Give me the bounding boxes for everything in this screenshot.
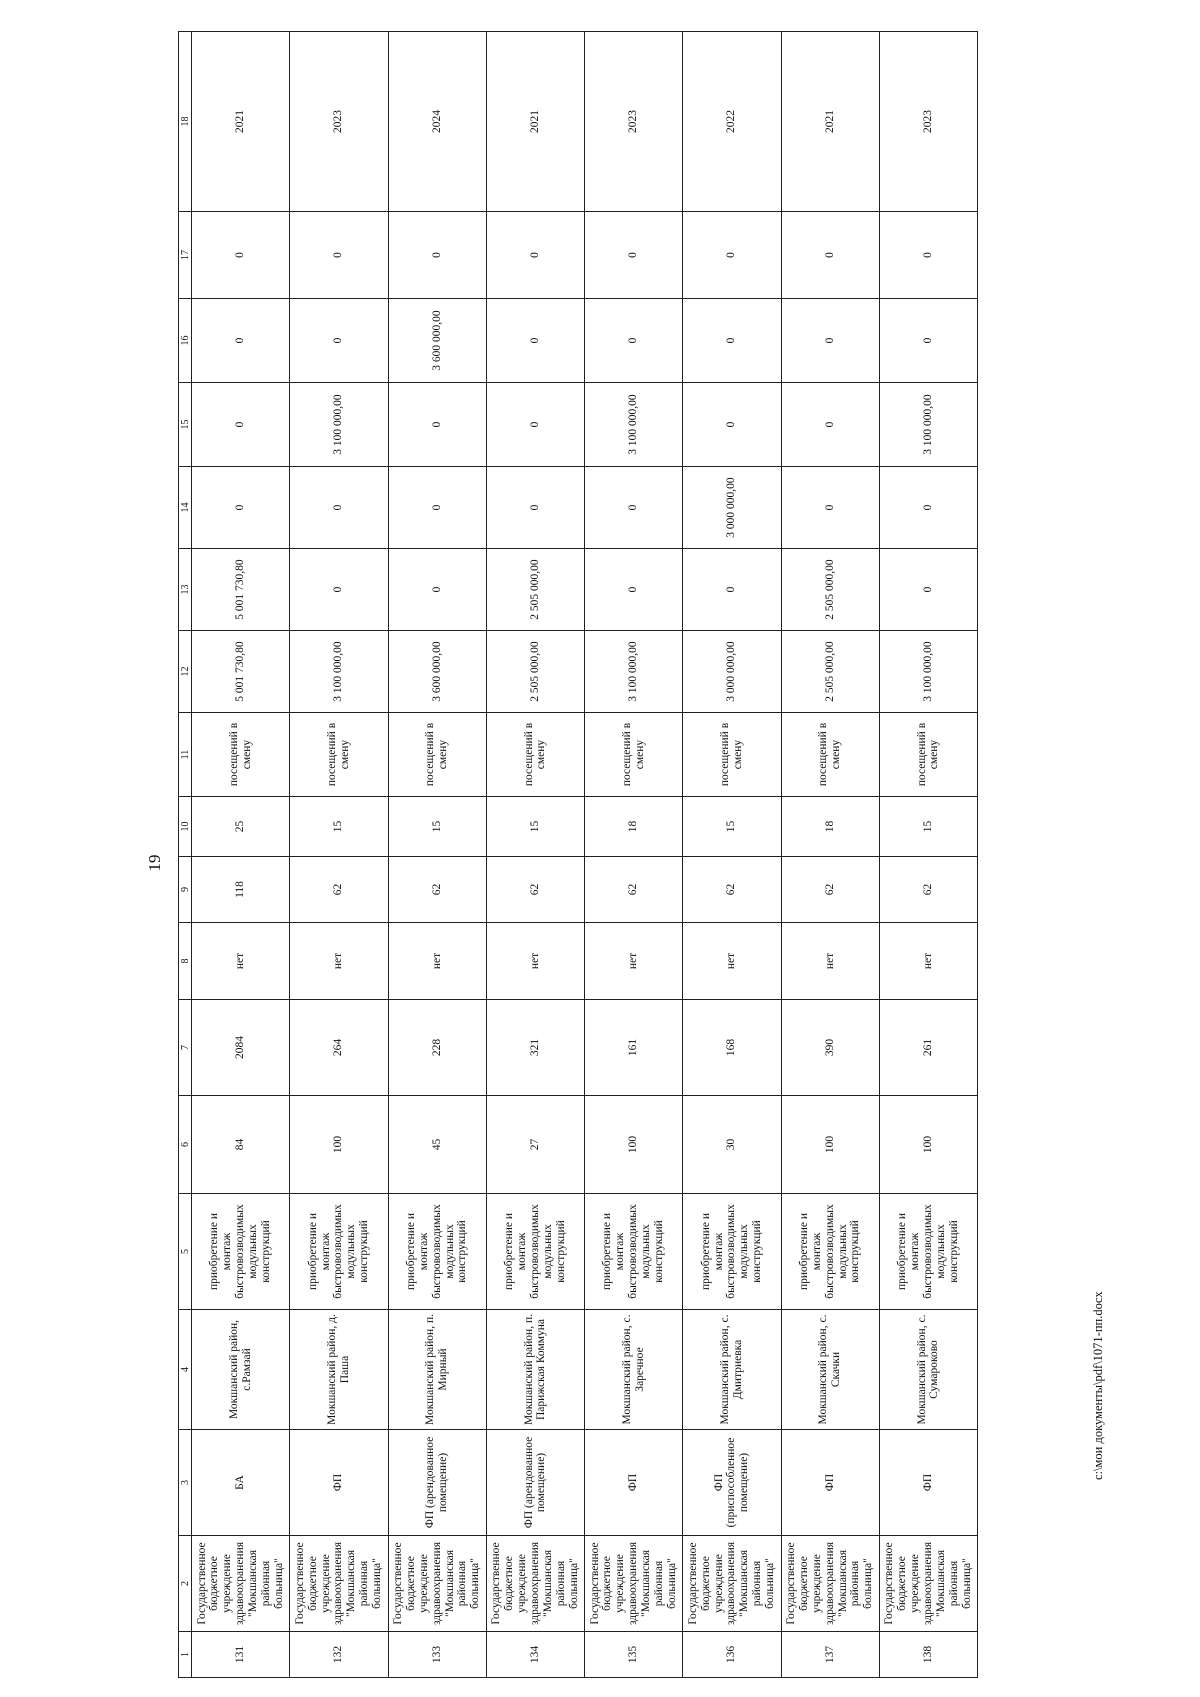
has-license-cell: нет — [879, 923, 977, 1000]
has-license-cell: нет — [290, 923, 388, 1000]
cost-2024-cell: 0 — [781, 299, 879, 383]
wear-percent-cell: 45 — [388, 1096, 486, 1194]
row-number-cell: 138 — [879, 1632, 977, 1678]
cost-2022-cell: 0 — [192, 467, 290, 549]
document-table-container — [178, 40, 978, 1678]
work-type-cell: приобретение и монтаж быстровозводимых модульных конструкций — [585, 1194, 683, 1310]
organization-name-cell: Государственное бюджетное учреждение здравоохранения "Мокшанская районная больница" — [486, 1536, 584, 1632]
area-cell: 62 — [585, 857, 683, 923]
column-number: 8 — [179, 923, 192, 1000]
cost-2024-cell: 0 — [192, 299, 290, 383]
area-cell: 62 — [290, 857, 388, 923]
column-number: 17 — [179, 212, 192, 299]
table-row — [290, 32, 388, 1678]
organization-name-cell: Государственное бюджетное учреждение здравоохранения "Мокшанская районная больница" — [683, 1536, 781, 1632]
location-cell: Мокшанский район, с. Дмитриевка — [683, 1310, 781, 1430]
capacity-unit-cell: посещений в смену — [486, 713, 584, 797]
completion-year-cell: 2023 — [879, 32, 977, 212]
row-number-cell: 135 — [585, 1632, 683, 1678]
cost-other-cell: 0 — [585, 212, 683, 299]
capacity-cell: 15 — [486, 797, 584, 857]
cost-2024-cell: 3 600 000,00 — [388, 299, 486, 383]
table-row — [192, 32, 290, 1678]
total-cost-cell: 3 000 000,00 — [683, 631, 781, 713]
table-row — [585, 32, 683, 1678]
row-number-cell: 137 — [781, 1632, 879, 1678]
cost-2021-cell: 0 — [683, 549, 781, 631]
page-number: 19 — [145, 854, 164, 872]
cost-2022-cell: 0 — [781, 467, 879, 549]
cost-2023-cell: 0 — [192, 383, 290, 467]
cost-other-cell: 0 — [781, 212, 879, 299]
total-cost-cell: 3 100 000,00 — [879, 631, 977, 713]
location-cell: Мокшанский район, д. Паша — [290, 1310, 388, 1430]
capacity-cell: 15 — [290, 797, 388, 857]
wear-percent-cell: 100 — [585, 1096, 683, 1194]
completion-year-cell: 2022 — [683, 32, 781, 212]
cost-2023-cell: 0 — [486, 383, 584, 467]
completion-year-cell: 2021 — [192, 32, 290, 212]
cost-other-cell: 0 — [290, 212, 388, 299]
area-cell: 118 — [192, 857, 290, 923]
column-number: 5 — [179, 1194, 192, 1310]
has-license-cell: нет — [192, 923, 290, 1000]
cost-2023-cell: 3 100 000,00 — [879, 383, 977, 467]
work-type-cell: приобретение и монтаж быстровозводимых модульных конструкций — [388, 1194, 486, 1310]
area-cell: 62 — [781, 857, 879, 923]
capacity-unit-cell: посещений в смену — [585, 713, 683, 797]
column-number: 3 — [179, 1430, 192, 1536]
capacity-cell: 18 — [585, 797, 683, 857]
row-number-cell: 133 — [388, 1632, 486, 1678]
row-number-cell: 134 — [486, 1632, 584, 1678]
work-type-cell: приобретение и монтаж быстровозводимых модульных конструкций — [781, 1194, 879, 1310]
capacity-cell: 25 — [192, 797, 290, 857]
completion-year-cell: 2023 — [290, 32, 388, 212]
area-cell: 62 — [683, 857, 781, 923]
column-number: 7 — [179, 1000, 192, 1096]
work-type-cell: приобретение и монтаж быстровозводимых модульных конструкций — [879, 1194, 977, 1310]
column-number: 9 — [179, 857, 192, 923]
capacity-unit-cell: посещений в смену — [388, 713, 486, 797]
cost-other-cell: 0 — [683, 212, 781, 299]
total-cost-cell: 2 505 000,00 — [781, 631, 879, 713]
cost-2024-cell: 0 — [879, 299, 977, 383]
cost-2021-cell: 0 — [290, 549, 388, 631]
completion-year-cell: 2021 — [486, 32, 584, 212]
column-number: 12 — [179, 631, 192, 713]
capacity-unit-cell: посещений в смену — [192, 713, 290, 797]
facility-type-cell: ФП — [781, 1430, 879, 1536]
column-number-row — [179, 32, 192, 1678]
cost-2021-cell: 0 — [388, 549, 486, 631]
cost-2023-cell: 3 100 000,00 — [585, 383, 683, 467]
wear-percent-cell: 84 — [192, 1096, 290, 1194]
cost-other-cell: 0 — [486, 212, 584, 299]
population-cell: 321 — [486, 1000, 584, 1096]
population-cell: 2084 — [192, 1000, 290, 1096]
cost-2021-cell: 2 505 000,00 — [781, 549, 879, 631]
wear-percent-cell: 100 — [290, 1096, 388, 1194]
cost-other-cell: 0 — [192, 212, 290, 299]
has-license-cell: нет — [585, 923, 683, 1000]
cost-2021-cell: 2 505 000,00 — [486, 549, 584, 631]
capacity-unit-cell: посещений в смену — [290, 713, 388, 797]
document-table — [178, 31, 978, 1678]
total-cost-cell: 2 505 000,00 — [486, 631, 584, 713]
cost-2022-cell: 3 000 000,00 — [683, 467, 781, 549]
wear-percent-cell: 30 — [683, 1096, 781, 1194]
capacity-unit-cell: посещений в смену — [879, 713, 977, 797]
table-row — [683, 32, 781, 1678]
location-cell: Мокшанский район, п. Мирный — [388, 1310, 486, 1430]
cost-other-cell: 0 — [388, 212, 486, 299]
organization-name-cell: Государственное бюджетное учреждение здравоохранения "Мокшанская районная больница" — [290, 1536, 388, 1632]
work-type-cell: приобретение и монтаж быстровозводимых модульных конструкций — [486, 1194, 584, 1310]
population-cell: 264 — [290, 1000, 388, 1096]
total-cost-cell: 3 100 000,00 — [290, 631, 388, 713]
cost-2022-cell: 0 — [585, 467, 683, 549]
column-number: 4 — [179, 1310, 192, 1430]
area-cell: 62 — [879, 857, 977, 923]
column-number: 2 — [179, 1536, 192, 1632]
capacity-cell: 18 — [781, 797, 879, 857]
has-license-cell: нет — [781, 923, 879, 1000]
cost-2021-cell: 0 — [585, 549, 683, 631]
cost-2021-cell: 5 001 730,80 — [192, 549, 290, 631]
organization-name-cell: Государственное бюджетное учреждение здравоохранения "Мокшанская районная больница" — [585, 1536, 683, 1632]
location-cell: Мокшанский район, с. Сумароково — [879, 1310, 977, 1430]
row-number-cell: 132 — [290, 1632, 388, 1678]
column-number: 13 — [179, 549, 192, 631]
column-number: 11 — [179, 713, 192, 797]
row-number-cell: 136 — [683, 1632, 781, 1678]
location-cell: Мокшанский район, с.Рамзай — [192, 1310, 290, 1430]
column-number: 1 — [179, 1632, 192, 1678]
work-type-cell: приобретение и монтаж быстровозводимых модульных конструкций — [683, 1194, 781, 1310]
column-number: 6 — [179, 1096, 192, 1194]
wear-percent-cell: 100 — [781, 1096, 879, 1194]
location-cell: Мокшанский район, с. Заречное — [585, 1310, 683, 1430]
capacity-unit-cell: посещений в смену — [781, 713, 879, 797]
footer-file-path: c:\мои документы\pdf\1071-пп.docx — [1091, 1291, 1105, 1480]
facility-type-cell: ФП (арендованное помещение) — [486, 1430, 584, 1536]
total-cost-cell: 5 001 730,80 — [192, 631, 290, 713]
column-number: 15 — [179, 383, 192, 467]
wear-percent-cell: 100 — [879, 1096, 977, 1194]
facility-type-cell: ФП (приспособленное помещение) — [683, 1430, 781, 1536]
area-cell: 62 — [388, 857, 486, 923]
cost-2023-cell: 0 — [781, 383, 879, 467]
capacity-cell: 15 — [879, 797, 977, 857]
completion-year-cell: 2023 — [585, 32, 683, 212]
population-cell: 261 — [879, 1000, 977, 1096]
cost-2024-cell: 0 — [486, 299, 584, 383]
facility-type-cell: ФП — [585, 1430, 683, 1536]
row-number-cell: 131 — [192, 1632, 290, 1678]
population-cell: 168 — [683, 1000, 781, 1096]
has-license-cell: нет — [683, 923, 781, 1000]
capacity-unit-cell: посещений в смену — [683, 713, 781, 797]
cost-2022-cell: 0 — [486, 467, 584, 549]
table-body — [179, 32, 978, 1678]
completion-year-cell: 2021 — [781, 32, 879, 212]
location-cell: Мокшанский район, с. Скачки — [781, 1310, 879, 1430]
table-row — [879, 32, 977, 1678]
cost-2023-cell: 0 — [683, 383, 781, 467]
cost-other-cell: 0 — [879, 212, 977, 299]
column-number: 16 — [179, 299, 192, 383]
cost-2024-cell: 0 — [683, 299, 781, 383]
cost-2023-cell: 3 100 000,00 — [290, 383, 388, 467]
population-cell: 228 — [388, 1000, 486, 1096]
table-row — [781, 32, 879, 1678]
capacity-cell: 15 — [683, 797, 781, 857]
table-row — [388, 32, 486, 1678]
column-number: 14 — [179, 467, 192, 549]
wear-percent-cell: 27 — [486, 1096, 584, 1194]
population-cell: 161 — [585, 1000, 683, 1096]
cost-2024-cell: 0 — [290, 299, 388, 383]
completion-year-cell: 2024 — [388, 32, 486, 212]
location-cell: Мокшанский район, п. Парижская Коммуна — [486, 1310, 584, 1430]
facility-type-cell: БА — [192, 1430, 290, 1536]
column-number: 18 — [179, 32, 192, 212]
column-number: 10 — [179, 797, 192, 857]
organization-name-cell: Государственное бюджетное учреждение здравоохранения "Мокшанская районная больница" — [879, 1536, 977, 1632]
facility-type-cell: ФП — [879, 1430, 977, 1536]
population-cell: 390 — [781, 1000, 879, 1096]
total-cost-cell: 3 100 000,00 — [585, 631, 683, 713]
organization-name-cell: Государственное бюджетное учреждение здравоохранения "Мокшанская районная больница" — [192, 1536, 290, 1632]
cost-2023-cell: 0 — [388, 383, 486, 467]
cost-2022-cell: 0 — [290, 467, 388, 549]
cost-2024-cell: 0 — [585, 299, 683, 383]
area-cell: 62 — [486, 857, 584, 923]
organization-name-cell: Государственное бюджетное учреждение здравоохранения "Мокшанская районная больница" — [781, 1536, 879, 1632]
cost-2021-cell: 0 — [879, 549, 977, 631]
table-row — [486, 32, 584, 1678]
capacity-cell: 15 — [388, 797, 486, 857]
work-type-cell: приобретение и монтаж быстровозводимых модульных конструкций — [290, 1194, 388, 1310]
has-license-cell: нет — [486, 923, 584, 1000]
work-type-cell: приобретение и монтаж быстровозводимых модульных конструкций — [192, 1194, 290, 1310]
facility-type-cell: ФП (арендованное помещение) — [388, 1430, 486, 1536]
facility-type-cell: ФП — [290, 1430, 388, 1536]
has-license-cell: нет — [388, 923, 486, 1000]
organization-name-cell: Государственное бюджетное учреждение здравоохранения "Мокшанская районная больница" — [388, 1536, 486, 1632]
cost-2022-cell: 0 — [879, 467, 977, 549]
total-cost-cell: 3 600 000,00 — [388, 631, 486, 713]
cost-2022-cell: 0 — [388, 467, 486, 549]
